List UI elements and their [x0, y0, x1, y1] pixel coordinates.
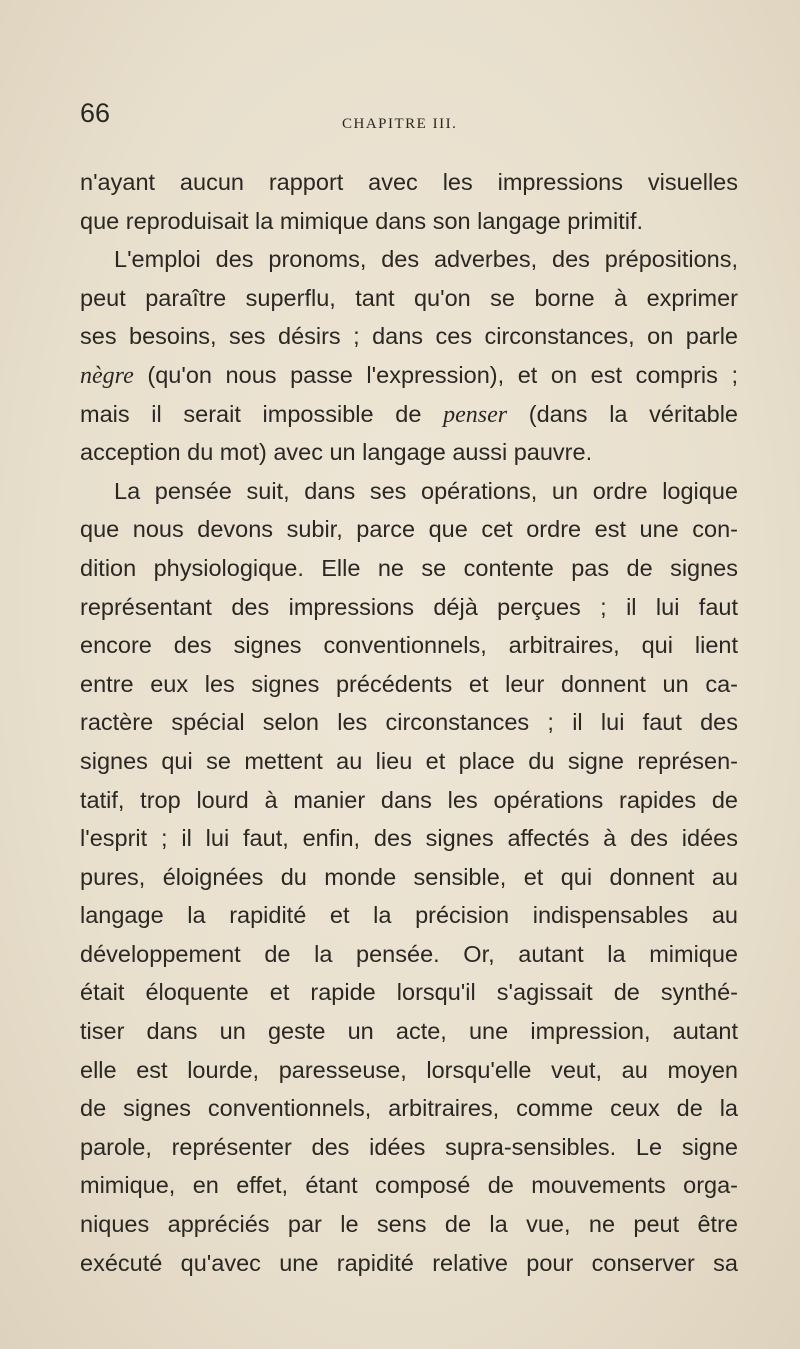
- text-line: langage la rapidité et la précision indispensables au: [80, 902, 738, 929]
- text-line: l'esprit ; il lui faut, enfin, des signes affectés à des idées: [80, 825, 738, 852]
- text-segment: (qu'on nous passe l'expression), et on est compris ;: [133, 361, 738, 388]
- text-line: exécuté qu'avec une rapidité relative pour conserver sa: [80, 1249, 738, 1276]
- text-line: que nous devons subir, parce que cet ordre est une con-: [80, 516, 738, 543]
- text-line: parole, représenter des idées supra-sensibles. Le signe: [80, 1133, 738, 1160]
- italic-word: penser: [443, 401, 508, 428]
- text-line: ractère spécial selon les circonstances ; il lui faut des: [80, 709, 738, 736]
- text-line: acception du mot) avec un langage aussi pauvre.: [80, 439, 593, 466]
- text-line: tiser dans un geste un acte, une impression, autant: [80, 1018, 738, 1045]
- text-line: était éloquente et rapide lorsqu'il s'agissait de synthé-: [80, 979, 738, 1006]
- text-line: [80, 395, 738, 434]
- running-head: CHAPITRE III.: [342, 116, 458, 132]
- text-line: entre eux les signes précédents et leur donnent un ca-: [80, 670, 738, 697]
- text-segment: (dans la véritable: [507, 400, 738, 427]
- text-line: dition physiologique. Elle ne se contente pas de signes: [80, 554, 738, 581]
- italic-word: nègre: [80, 362, 134, 389]
- page-header: [80, 98, 740, 138]
- text-line: représentant des impressions déjà perçues ; il lui faut: [80, 593, 738, 620]
- text-line: [80, 356, 738, 395]
- text-segment: mais il serait impossible de: [80, 400, 444, 427]
- text-line: La pensée suit, dans ses opérations, un ordre logique: [114, 477, 738, 504]
- text-line: peut paraître superflu, tant qu'on se borne à exprimer: [80, 284, 738, 311]
- text-line: signes qui se mettent au lieu et place du signe représen-: [80, 747, 738, 774]
- text-line: pures, éloignées du monde sensible, et qui donnent au: [80, 863, 738, 890]
- text-line: ses besoins, ses désirs ; dans ces circonstances, on parle: [80, 323, 738, 350]
- text-line: tatif, trop lourd à manier dans les opérations rapides de: [80, 786, 738, 813]
- text-line: L'emploi des pronoms, des adverbes, des prépositions,: [114, 246, 738, 273]
- text-line: développement de la pensée. Or, autant la mimique: [80, 940, 738, 967]
- text-line: n'ayant aucun rapport avec les impressions visuelles: [80, 169, 738, 195]
- text-line: que reproduisait la mimique dans son langage primitif.: [80, 207, 644, 234]
- text-line: de signes conventionnels, arbitraires, comme ceux de la: [80, 1095, 738, 1122]
- page-number: 66: [80, 98, 111, 128]
- text-line: elle est lourde, paresseuse, lorsqu'elle veut, au moyen: [80, 1056, 738, 1083]
- body-text: [80, 163, 738, 1282]
- text-line: encore des signes conventionnels, arbitraires, qui lient: [80, 632, 738, 659]
- text-line: mimique, en effet, étant composé de mouvements orga-: [80, 1172, 738, 1199]
- text-line: niques appréciés par le sens de la vue, ne peut être: [80, 1211, 738, 1238]
